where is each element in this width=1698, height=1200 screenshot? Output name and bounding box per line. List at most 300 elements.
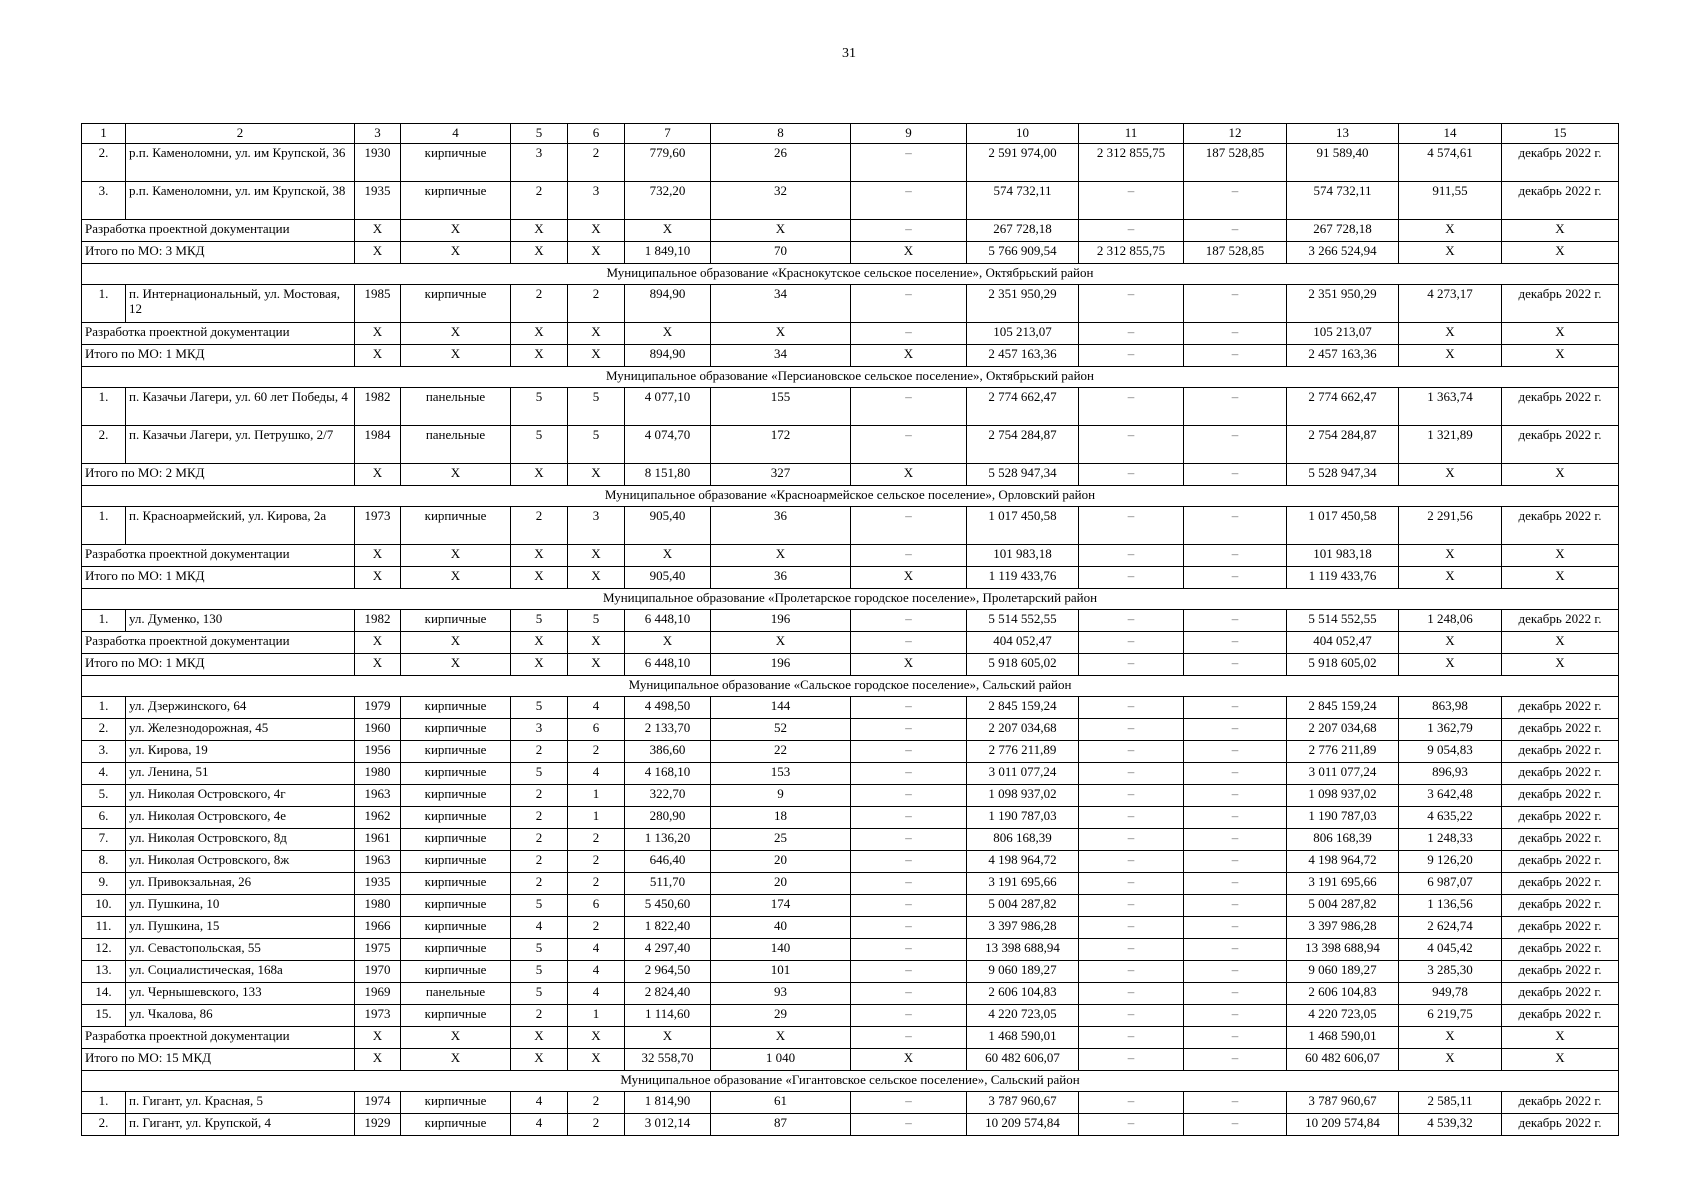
address-cell: ул. Пушкина, 15 [126, 917, 355, 939]
table-cell: кирпичные [401, 873, 511, 895]
table-cell: 3. [82, 182, 126, 220]
table-cell: – [1079, 1114, 1184, 1136]
table-row [82, 829, 1619, 851]
section-row [82, 264, 1619, 285]
summary-cell: 70 [711, 242, 851, 264]
table-cell: 1 248,06 [1399, 610, 1502, 632]
table-row [82, 1005, 1619, 1027]
address-cell: ул. Думенко, 130 [126, 610, 355, 632]
table-cell: 1930 [355, 144, 401, 182]
table-cell: – [1079, 895, 1184, 917]
table-cell: декабрь 2022 г. [1502, 873, 1619, 895]
table-cell: 896,93 [1399, 763, 1502, 785]
table-cell: – [1079, 1092, 1184, 1114]
table-cell: 1935 [355, 182, 401, 220]
summary-cell: 894,90 [625, 345, 711, 367]
address-cell: п. Гигант, ул. Крупской, 4 [126, 1114, 355, 1136]
summary-cell: 404 052,47 [1287, 632, 1399, 654]
summary-cell: X [711, 1027, 851, 1049]
table-cell: – [1184, 807, 1287, 829]
table-cell: 5 [511, 426, 568, 464]
table-cell: – [851, 182, 967, 220]
table-cell: 2 [568, 144, 625, 182]
table-cell: – [851, 917, 967, 939]
table-cell: кирпичные [401, 1092, 511, 1114]
table-cell: 1962 [355, 807, 401, 829]
summary-cell: – [851, 632, 967, 654]
table-cell: 1974 [355, 1092, 401, 1114]
table-cell: 1929 [355, 1114, 401, 1136]
table-cell: 4 [511, 1114, 568, 1136]
table-cell: 2 133,70 [625, 719, 711, 741]
table-row [82, 741, 1619, 763]
summary-cell: X [355, 1027, 401, 1049]
table-cell: 32 [711, 182, 851, 220]
table-cell: декабрь 2022 г. [1502, 983, 1619, 1005]
summary-cell: X [1399, 654, 1502, 676]
address-cell: п. Казачьи Лагери, ул. Петрушко, 2/7 [126, 426, 355, 464]
table-row [82, 388, 1619, 426]
summary-cell: 196 [711, 654, 851, 676]
table-cell: 11. [82, 917, 126, 939]
summary-cell: X [1399, 323, 1502, 345]
table-cell: 20 [711, 851, 851, 873]
summary-cell: 187 528,85 [1184, 242, 1287, 264]
summary-cell: X [851, 345, 967, 367]
summary-cell: X [1502, 654, 1619, 676]
column-number: 13 [1287, 124, 1399, 144]
table-cell: 2 [511, 1005, 568, 1027]
summary-cell: X [625, 632, 711, 654]
table-cell: 4 [511, 1092, 568, 1114]
summary-cell: X [568, 345, 625, 367]
address-cell: п. Красноармейский, ул. Кирова, 2а [126, 507, 355, 545]
table-cell: декабрь 2022 г. [1502, 1005, 1619, 1027]
table-row [82, 697, 1619, 719]
summary-row [82, 242, 1619, 264]
table-cell: – [1079, 697, 1184, 719]
summary-cell: X [355, 545, 401, 567]
table-cell: 386,60 [625, 741, 711, 763]
summary-row [82, 345, 1619, 367]
summary-cell: X [401, 632, 511, 654]
address-cell: р.п. Каменоломни, ул. им Крупской, 36 [126, 144, 355, 182]
table-cell: 4 [568, 697, 625, 719]
address-cell: п. Казачьи Лагери, ул. 60 лет Победы, 4 [126, 388, 355, 426]
table-cell: 4. [82, 763, 126, 785]
table-cell: 4 273,17 [1399, 285, 1502, 323]
table-row [82, 144, 1619, 182]
summary-label: Итого по МО: 15 МКД [82, 1049, 355, 1071]
table-cell: декабрь 2022 г. [1502, 388, 1619, 426]
summary-cell: X [568, 654, 625, 676]
summary-cell: 8 151,80 [625, 464, 711, 486]
table-cell: 2 [511, 285, 568, 323]
summary-cell: 1 849,10 [625, 242, 711, 264]
table-cell: декабрь 2022 г. [1502, 610, 1619, 632]
section-title: Муниципальное образование «Красноармейское сельское поселение», Орловский район [82, 486, 1619, 507]
table-cell: – [1184, 1114, 1287, 1136]
table-cell: декабрь 2022 г. [1502, 182, 1619, 220]
summary-cell: X [568, 545, 625, 567]
table-cell: 732,20 [625, 182, 711, 220]
summary-label: Итого по МО: 1 МКД [82, 345, 355, 367]
table-cell: 18 [711, 807, 851, 829]
table-cell: – [851, 697, 967, 719]
table-cell: – [851, 873, 967, 895]
table-cell: 2 964,50 [625, 961, 711, 983]
column-number: 14 [1399, 124, 1502, 144]
table-cell: 1982 [355, 388, 401, 426]
table-cell: 1963 [355, 785, 401, 807]
table-cell: – [851, 719, 967, 741]
table-cell: 91 589,40 [1287, 144, 1399, 182]
table-cell: 6. [82, 807, 126, 829]
table-cell: – [1184, 285, 1287, 323]
summary-cell: X [511, 242, 568, 264]
table-cell: 905,40 [625, 507, 711, 545]
table-cell: декабрь 2022 г. [1502, 851, 1619, 873]
summary-cell: X [1399, 1027, 1502, 1049]
column-number: 11 [1079, 124, 1184, 144]
summary-label: Итого по МО: 2 МКД [82, 464, 355, 486]
table-cell: декабрь 2022 г. [1502, 697, 1619, 719]
table-cell: 2 291,56 [1399, 507, 1502, 545]
table-cell: 5 [511, 895, 568, 917]
column-number: 6 [568, 124, 625, 144]
summary-cell: X [568, 632, 625, 654]
summary-cell: 1 119 433,76 [1287, 567, 1399, 589]
table-cell: 5 [511, 388, 568, 426]
summary-cell: – [1184, 632, 1287, 654]
table-cell: 10 209 574,84 [967, 1114, 1079, 1136]
table-cell: 1 017 450,58 [967, 507, 1079, 545]
table-cell: – [851, 144, 967, 182]
table-cell: декабрь 2022 г. [1502, 507, 1619, 545]
summary-cell: – [1079, 545, 1184, 567]
column-number: 2 [126, 124, 355, 144]
table-cell: декабрь 2022 г. [1502, 719, 1619, 741]
summary-row [82, 323, 1619, 345]
summary-cell: X [401, 345, 511, 367]
summary-cell: X [401, 464, 511, 486]
summary-cell: – [1079, 567, 1184, 589]
table-cell: – [1184, 697, 1287, 719]
table-cell: 1980 [355, 763, 401, 785]
table-cell: – [1079, 1005, 1184, 1027]
address-cell: п. Гигант, ул. Красная, 5 [126, 1092, 355, 1114]
table-cell: – [1079, 917, 1184, 939]
table-cell: – [1184, 741, 1287, 763]
address-cell: ул. Социалистическая, 168а [126, 961, 355, 983]
summary-cell: X [401, 1049, 511, 1071]
summary-cell: X [1399, 567, 1502, 589]
summary-label: Разработка проектной документации [82, 545, 355, 567]
summary-cell: 5 918 605,02 [1287, 654, 1399, 676]
table-cell: – [1079, 851, 1184, 873]
summary-cell: X [355, 654, 401, 676]
summary-cell: – [1079, 632, 1184, 654]
table-cell: – [1079, 285, 1184, 323]
table-cell: 4 045,42 [1399, 939, 1502, 961]
table-cell: – [1079, 610, 1184, 632]
summary-cell: – [1184, 220, 1287, 242]
summary-cell: X [851, 242, 967, 264]
table-cell: – [851, 807, 967, 829]
table-cell: 5 [568, 610, 625, 632]
section-title: Муниципальное образование «Гигантовское сельское поселение», Сальский район [82, 1071, 1619, 1092]
summary-cell: 101 983,18 [967, 545, 1079, 567]
table-cell: – [1079, 829, 1184, 851]
summary-cell: X [625, 1027, 711, 1049]
summary-cell: 2 312 855,75 [1079, 242, 1184, 264]
table-cell: 2 585,11 [1399, 1092, 1502, 1114]
table-cell: 20 [711, 873, 851, 895]
table-cell: 2. [82, 1114, 126, 1136]
summary-label: Разработка проектной документации [82, 323, 355, 345]
summary-cell: 34 [711, 345, 851, 367]
table-cell: 3. [82, 741, 126, 763]
table-cell: 13 398 688,94 [967, 939, 1079, 961]
table-cell: 1. [82, 610, 126, 632]
table-cell: 2 754 284,87 [1287, 426, 1399, 464]
address-cell: ул. Чкалова, 86 [126, 1005, 355, 1027]
table-cell: 2 774 662,47 [1287, 388, 1399, 426]
summary-cell: 5 528 947,34 [967, 464, 1079, 486]
table-cell: – [851, 1114, 967, 1136]
table-cell: – [851, 983, 967, 1005]
table-cell: – [1184, 829, 1287, 851]
column-number: 8 [711, 124, 851, 144]
table-cell: 2 776 211,89 [967, 741, 1079, 763]
summary-cell: X [625, 545, 711, 567]
summary-cell: – [1079, 345, 1184, 367]
table-row [82, 873, 1619, 895]
table-cell: 6 [568, 895, 625, 917]
summary-cell: – [1079, 1049, 1184, 1071]
table-cell: 2 [568, 851, 625, 873]
summary-cell: X [1502, 323, 1619, 345]
table-cell: 1963 [355, 851, 401, 873]
table-cell: 6 [568, 719, 625, 741]
summary-cell: X [401, 654, 511, 676]
table-cell: 4 168,10 [625, 763, 711, 785]
table-cell: 36 [711, 507, 851, 545]
page-number: 31 [842, 46, 856, 61]
table-cell: 5 [568, 426, 625, 464]
table-cell: панельные [401, 426, 511, 464]
table-cell: декабрь 2022 г. [1502, 144, 1619, 182]
table-cell: 3 011 077,24 [967, 763, 1079, 785]
table-cell: 61 [711, 1092, 851, 1114]
table-cell: – [1079, 741, 1184, 763]
summary-row [82, 1027, 1619, 1049]
table-cell: 5 [511, 983, 568, 1005]
table-cell: – [851, 507, 967, 545]
table-cell: 1956 [355, 741, 401, 763]
summary-cell: X [355, 345, 401, 367]
table-cell: – [1184, 939, 1287, 961]
table-cell: – [1079, 426, 1184, 464]
summary-cell: X [1502, 567, 1619, 589]
summary-cell: 32 558,70 [625, 1049, 711, 1071]
table-cell: – [851, 851, 967, 873]
table-cell: декабрь 2022 г. [1502, 961, 1619, 983]
summary-cell: X [401, 220, 511, 242]
table-cell: 2 606 104,83 [1287, 983, 1399, 1005]
address-cell: ул. Севастопольская, 55 [126, 939, 355, 961]
summary-cell: X [625, 323, 711, 345]
table-cell: 2 [568, 285, 625, 323]
table-cell: 2 351 950,29 [1287, 285, 1399, 323]
table-cell: 9 126,20 [1399, 851, 1502, 873]
address-cell: р.п. Каменоломни, ул. им Крупской, 38 [126, 182, 355, 220]
table-cell: – [1079, 983, 1184, 1005]
table-cell: 806 168,39 [1287, 829, 1399, 851]
summary-cell: 1 468 590,01 [1287, 1027, 1399, 1049]
table-cell: 1 017 450,58 [1287, 507, 1399, 545]
table-cell: кирпичные [401, 719, 511, 741]
table-cell: 5 514 552,55 [967, 610, 1079, 632]
table-cell: декабрь 2022 г. [1502, 285, 1619, 323]
summary-cell: X [401, 545, 511, 567]
summary-cell: X [401, 1027, 511, 1049]
table-cell: 911,55 [1399, 182, 1502, 220]
summary-cell: 105 213,07 [1287, 323, 1399, 345]
table-row [82, 285, 1619, 323]
table-cell: 1 363,74 [1399, 388, 1502, 426]
table-cell: 2. [82, 144, 126, 182]
summary-label: Итого по МО: 1 МКД [82, 567, 355, 589]
summary-cell: 1 040 [711, 1049, 851, 1071]
column-number: 15 [1502, 124, 1619, 144]
table-cell: 6 219,75 [1399, 1005, 1502, 1027]
section-row [82, 486, 1619, 507]
table-cell: – [851, 610, 967, 632]
table-cell: 3 [568, 507, 625, 545]
table-cell: 4 [511, 917, 568, 939]
table-cell: декабрь 2022 г. [1502, 939, 1619, 961]
table-cell: – [1079, 507, 1184, 545]
summary-cell: – [1184, 1049, 1287, 1071]
table-cell: 4 [568, 763, 625, 785]
table-cell: 2 351 950,29 [967, 285, 1079, 323]
table-cell: 5. [82, 785, 126, 807]
table-cell: кирпичные [401, 507, 511, 545]
table-cell: 4 [568, 983, 625, 1005]
summary-row [82, 567, 1619, 589]
summary-cell: 1 468 590,01 [967, 1027, 1079, 1049]
summary-cell: X [568, 242, 625, 264]
table-cell: 9 060 189,27 [1287, 961, 1399, 983]
table-cell: 29 [711, 1005, 851, 1027]
table-row [82, 182, 1619, 220]
table-cell: декабрь 2022 г. [1502, 807, 1619, 829]
address-cell: ул. Николая Островского, 4г [126, 785, 355, 807]
table-cell: 3 397 986,28 [967, 917, 1079, 939]
table-cell: 1 362,79 [1399, 719, 1502, 741]
table-cell: 8. [82, 851, 126, 873]
table-cell: панельные [401, 983, 511, 1005]
table-row [82, 851, 1619, 873]
section-row [82, 1071, 1619, 1092]
summary-cell: X [511, 220, 568, 242]
summary-cell: 327 [711, 464, 851, 486]
table-cell: 2 [511, 829, 568, 851]
summary-cell: – [1079, 323, 1184, 345]
address-cell: ул. Железнодорожная, 45 [126, 719, 355, 741]
table-cell: декабрь 2022 г. [1502, 741, 1619, 763]
table-cell: – [1184, 873, 1287, 895]
table-row [82, 785, 1619, 807]
address-cell: ул. Кирова, 19 [126, 741, 355, 763]
table-cell: 1973 [355, 1005, 401, 1027]
summary-cell: 105 213,07 [967, 323, 1079, 345]
table-cell: – [851, 1092, 967, 1114]
table-cell: – [1184, 763, 1287, 785]
table-cell: 511,70 [625, 873, 711, 895]
table-cell: 101 [711, 961, 851, 983]
table-cell: – [1079, 785, 1184, 807]
summary-cell: X [511, 567, 568, 589]
table-cell: декабрь 2022 г. [1502, 917, 1619, 939]
table-cell: – [1184, 785, 1287, 807]
table-cell: кирпичные [401, 285, 511, 323]
table-cell: 26 [711, 144, 851, 182]
table-cell: 1. [82, 285, 126, 323]
summary-cell: X [568, 1049, 625, 1071]
table-cell: 894,90 [625, 285, 711, 323]
summary-cell: X [1399, 220, 1502, 242]
housing-repair-table [81, 123, 1619, 1136]
table-cell: 5 [511, 961, 568, 983]
table-cell: 87 [711, 1114, 851, 1136]
table-cell: 144 [711, 697, 851, 719]
table-cell: 2 624,74 [1399, 917, 1502, 939]
table-cell: 4 574,61 [1399, 144, 1502, 182]
summary-cell: – [1184, 654, 1287, 676]
table-cell: 5 [511, 697, 568, 719]
table-cell: 4 198 964,72 [967, 851, 1079, 873]
table-cell: 3 [568, 182, 625, 220]
table-cell: декабрь 2022 г. [1502, 895, 1619, 917]
table-cell: 1 [568, 785, 625, 807]
table-cell: 3 [511, 144, 568, 182]
table-row [82, 1114, 1619, 1136]
table-cell: кирпичные [401, 785, 511, 807]
table-cell: 12. [82, 939, 126, 961]
table-cell: – [851, 895, 967, 917]
summary-cell: X [511, 545, 568, 567]
summary-cell: X [511, 632, 568, 654]
summary-cell: – [1184, 1027, 1287, 1049]
table-cell: 7. [82, 829, 126, 851]
table-cell: 4 [568, 961, 625, 983]
table-cell: – [1184, 895, 1287, 917]
table-row [82, 426, 1619, 464]
table-cell: 22 [711, 741, 851, 763]
table-cell: – [1184, 719, 1287, 741]
table-cell: – [851, 388, 967, 426]
table-cell: 1. [82, 1092, 126, 1114]
column-number: 5 [511, 124, 568, 144]
summary-cell: X [1399, 464, 1502, 486]
column-number: 3 [355, 124, 401, 144]
section-row [82, 589, 1619, 610]
table-cell: 13. [82, 961, 126, 983]
summary-cell: X [511, 1049, 568, 1071]
summary-cell: X [1399, 242, 1502, 264]
